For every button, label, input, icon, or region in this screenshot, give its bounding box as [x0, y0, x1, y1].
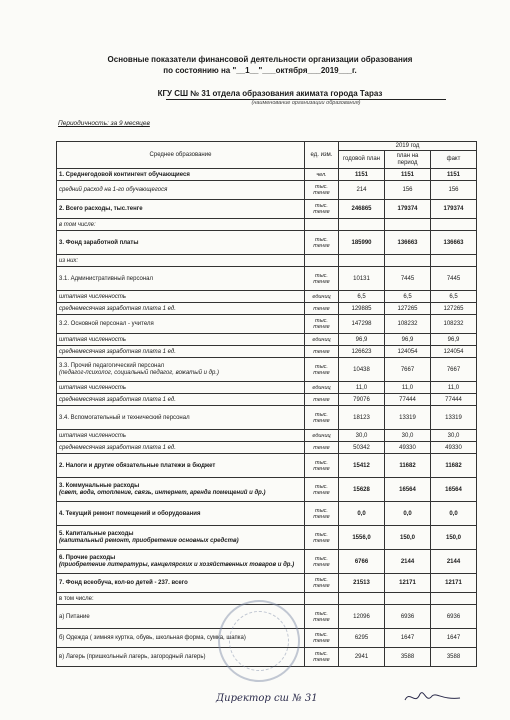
row-label: [57, 358, 305, 382]
column-header-unit: ед. изм.: [305, 142, 339, 169]
organization-caption: (наименование организации образования): [251, 100, 361, 106]
period-plan-value: 150,0: [385, 526, 431, 550]
table-row: [57, 231, 477, 255]
annual-plan-value: 18123: [339, 406, 385, 430]
annual-plan-value: 0,0: [339, 502, 385, 526]
fact-value: 6,5: [431, 291, 477, 303]
column-header-fact: факт: [431, 151, 477, 169]
table-row: [57, 406, 477, 430]
row-unit: тыс. тенге: [305, 200, 339, 219]
financial-indicators-table: [56, 141, 477, 667]
table-row: [57, 550, 477, 574]
period-plan-value: 13319: [385, 406, 431, 430]
row-note: (капитальный ремонт, приобретение основных средств): [59, 537, 239, 544]
table-row: [57, 454, 477, 478]
period-plan-value: 11,0: [385, 382, 431, 394]
period-plan-value: 49330: [385, 442, 431, 454]
annual-plan-value: 214: [339, 181, 385, 200]
fact-value: 7445: [431, 267, 477, 291]
period-plan-value: 30,0: [385, 430, 431, 442]
period-plan-value: 156: [385, 181, 431, 200]
row-label-text: 2. Налоги и другие обязательные платежи в бюджет: [59, 462, 216, 469]
row-label-text: 4. Текущий ремонт помещений и оборудования: [59, 510, 201, 517]
row-unit: чел.: [305, 169, 339, 181]
row-unit: тыс. тенге: [305, 550, 339, 574]
table-row: [57, 181, 477, 200]
row-unit: [305, 593, 339, 605]
fact-value: 7667: [431, 358, 477, 382]
fact-value: 6936: [431, 605, 477, 629]
period-plan-value: 6936: [385, 605, 431, 629]
row-unit: тенге: [305, 303, 339, 315]
fact-value: 1151: [431, 169, 477, 181]
document-title: [80, 54, 440, 76]
row-label: [57, 267, 305, 291]
period-plan-value: 3588: [385, 648, 431, 667]
annual-plan-value: 2941: [339, 648, 385, 667]
annual-plan-value: 12096: [339, 605, 385, 629]
column-header-annual-plan: годовой план: [339, 151, 385, 169]
row-label-text: среднемесячная заработная плата 1 ед.: [59, 444, 176, 451]
row-label-text: 3. Коммунальные расходы: [59, 482, 140, 489]
title-line-2: по состоянию на "__1__"___октября___2019___г.: [163, 66, 357, 75]
period-plan-value: 16564: [385, 478, 431, 502]
annual-plan-value: 50342: [339, 442, 385, 454]
row-label: [57, 169, 305, 181]
fact-value: 150,0: [431, 526, 477, 550]
period-plan-value: 127265: [385, 303, 431, 315]
row-label: [57, 526, 305, 550]
column-header-name: Среднее образование: [57, 142, 305, 169]
row-label: [57, 200, 305, 219]
row-label-text: штатная численность: [59, 293, 127, 300]
table-row: [57, 430, 477, 442]
row-label: [57, 303, 305, 315]
annual-plan-value: 1556,0: [339, 526, 385, 550]
row-label-text: 5. Капитальные расходы: [59, 530, 134, 537]
table-row: [57, 442, 477, 454]
row-label: [57, 430, 305, 442]
fact-value: 16564: [431, 478, 477, 502]
fact-value: 1647: [431, 629, 477, 648]
table-row: [57, 169, 477, 181]
table-row: [57, 382, 477, 394]
row-label: [57, 219, 305, 231]
annual-plan-value: 15412: [339, 454, 385, 478]
row-label-text: 6. Прочие расходы: [59, 554, 116, 561]
row-label-text: а) Питание: [59, 613, 90, 620]
row-note: (свет, вода, отопление, связь, интернет, аренда помещений и др.): [59, 489, 266, 496]
row-unit: тыс. тенге: [305, 358, 339, 382]
annual-plan-value: 79076: [339, 394, 385, 406]
row-label: [57, 574, 305, 593]
row-label: [57, 291, 305, 303]
row-unit: тыс. тенге: [305, 648, 339, 667]
row-unit: тенге: [305, 346, 339, 358]
row-label-text: 2. Всего расходы, тыс.тенге: [59, 206, 143, 212]
row-label-text: средний расход на 1-го обучающегося: [59, 187, 168, 193]
row-label: [57, 315, 305, 334]
row-unit: тыс. тенге: [305, 629, 339, 648]
period-plan-value: 96,9: [385, 334, 431, 346]
row-unit: единиц: [305, 291, 339, 303]
period-plan-value: 179374: [385, 200, 431, 219]
fact-value: 3588: [431, 648, 477, 667]
fact-value: 30,0: [431, 430, 477, 442]
period-plan-value: 1151: [385, 169, 431, 181]
period-plan-value: 6,5: [385, 291, 431, 303]
row-unit: тыс. тенге: [305, 181, 339, 200]
row-label-text: штатная численность: [59, 384, 127, 391]
row-unit: тыс. тенге: [305, 454, 339, 478]
fact-value: 136663: [431, 231, 477, 255]
row-label-text: б) Одежда ( зимняя куртка, обувь, школьная форма, сумка, шапка): [59, 635, 246, 641]
period-plan-value: [385, 219, 431, 231]
period-plan-value: 7667: [385, 358, 431, 382]
row-unit: тыс. тенге: [305, 267, 339, 291]
row-label-text: 3.4. Вспомогательный и технический персонал: [59, 414, 190, 421]
fact-value: [431, 219, 477, 231]
fact-value: 156: [431, 181, 477, 200]
period-plan-value: 77444: [385, 394, 431, 406]
official-seal: [218, 600, 300, 682]
annual-plan-value: 1151: [339, 169, 385, 181]
signature-text: Директор сш № 31: [216, 693, 318, 704]
row-unit: тыс. тенге: [305, 231, 339, 255]
row-label-text: 3.3. Прочий педагогический персонал: [59, 362, 165, 369]
row-label: [57, 334, 305, 346]
period-plan-value: 2144: [385, 550, 431, 574]
row-unit: [305, 255, 339, 267]
row-label: [57, 442, 305, 454]
row-note: (педагог-психолог, социальный педагог, вожатый и др.): [59, 369, 219, 376]
annual-plan-value: 246865: [339, 200, 385, 219]
fact-value: 49330: [431, 442, 477, 454]
annual-plan-value: 6766: [339, 550, 385, 574]
annual-plan-value: 126623: [339, 346, 385, 358]
period-plan-value: 0,0: [385, 502, 431, 526]
annual-plan-value: 96,9: [339, 334, 385, 346]
fact-value: 2144: [431, 550, 477, 574]
table-row: [57, 394, 477, 406]
row-label-text: среднемесячная заработная плата 1 ед.: [59, 305, 176, 312]
row-unit: тыс. тенге: [305, 605, 339, 629]
annual-plan-value: 21513: [339, 574, 385, 593]
row-label-text: 3.2. Основной персонал - учителя: [59, 321, 154, 327]
row-label-text: среднемесячная заработная плата 1 ед.: [59, 348, 176, 355]
row-unit: единиц: [305, 382, 339, 394]
table-row: [57, 526, 477, 550]
table-row: [57, 502, 477, 526]
annual-plan-value: 129885: [339, 303, 385, 315]
fact-value: 12171: [431, 574, 477, 593]
annual-plan-value: [339, 219, 385, 231]
row-label-text: в том числе:: [59, 221, 96, 228]
row-label: [57, 346, 305, 358]
period-plan-value: 108232: [385, 315, 431, 334]
period-plan-value: [385, 255, 431, 267]
table-row: [57, 334, 477, 346]
fact-value: 127265: [431, 303, 477, 315]
annual-plan-value: 10438: [339, 358, 385, 382]
table-row: [57, 358, 477, 382]
table-row: [57, 574, 477, 593]
row-label-text: из них:: [59, 257, 79, 264]
annual-plan-value: 6,5: [339, 291, 385, 303]
fact-value: 96,9: [431, 334, 477, 346]
annual-plan-value: 147298: [339, 315, 385, 334]
period-plan-value: [385, 593, 431, 605]
row-label-text: штатная численность: [59, 336, 127, 343]
row-label: [57, 502, 305, 526]
fact-value: 108232: [431, 315, 477, 334]
row-label: [57, 394, 305, 406]
row-unit: [305, 219, 339, 231]
row-label: [57, 231, 305, 255]
table-row: [57, 255, 477, 267]
annual-plan-value: 185990: [339, 231, 385, 255]
period-plan-value: 1647: [385, 629, 431, 648]
fact-value: 179374: [431, 200, 477, 219]
table-row: [57, 267, 477, 291]
table-row: [57, 200, 477, 219]
annual-plan-value: 15628: [339, 478, 385, 502]
title-line-1: Основные показатели финансовой деятельности организации образования: [107, 55, 413, 64]
row-unit: тыс. тенге: [305, 406, 339, 430]
director-signature: [210, 686, 470, 710]
row-label-text: среднемесячная заработная плата 1 ед.: [59, 396, 176, 403]
row-unit: тыс. тенге: [305, 502, 339, 526]
row-unit: тыс. тенге: [305, 478, 339, 502]
fact-value: [431, 255, 477, 267]
row-unit: единиц: [305, 334, 339, 346]
period-plan-value: 12171: [385, 574, 431, 593]
row-unit: тенге: [305, 442, 339, 454]
annual-plan-value: 6295: [339, 629, 385, 648]
row-label: [57, 406, 305, 430]
row-label-text: штатная численность: [59, 432, 127, 439]
row-label: [57, 550, 305, 574]
row-unit: тыс. тенге: [305, 315, 339, 334]
row-label: [57, 382, 305, 394]
period-plan-value: 124054: [385, 346, 431, 358]
annual-plan-value: 10131: [339, 267, 385, 291]
row-unit: тыс. тенге: [305, 574, 339, 593]
table-row: [57, 346, 477, 358]
fact-value: 11682: [431, 454, 477, 478]
column-header-period-plan: план на период: [385, 151, 431, 169]
fact-value: 77444: [431, 394, 477, 406]
row-label: [57, 478, 305, 502]
row-label: [57, 181, 305, 200]
row-label: [57, 454, 305, 478]
annual-plan-value: [339, 255, 385, 267]
organization-name: КГУ СШ № 31 отдела образования акимата города Тараз: [157, 89, 383, 98]
period-plan-value: 7445: [385, 267, 431, 291]
fact-value: [431, 593, 477, 605]
annual-plan-value: [339, 593, 385, 605]
row-unit: тыс. тенге: [305, 526, 339, 550]
annual-plan-value: 30,0: [339, 430, 385, 442]
row-label-text: 3.1. Административный персонал: [59, 275, 154, 282]
row-label-text: 7. Фонд всеобуча, кол-во детей - 237. всего: [59, 580, 188, 586]
fact-value: 11,0: [431, 382, 477, 394]
row-label: [57, 255, 305, 267]
row-label-text: в том числе:: [59, 595, 94, 602]
row-label-text: в) Лагерь (пришкольный лагерь, загородный лагерь): [59, 654, 206, 660]
row-unit: единиц: [305, 430, 339, 442]
row-label-text: 3. Фонд заработной платы: [59, 239, 139, 246]
row-label-text: 1. Среднегодовой контингент обучающиеся: [59, 171, 190, 178]
annual-plan-value: 11,0: [339, 382, 385, 394]
fact-value: 0,0: [431, 502, 477, 526]
reporting-period: Периодичность: за 9 месяцев: [58, 120, 150, 127]
table-row: [57, 219, 477, 231]
table-row: [57, 291, 477, 303]
column-header-year: 2019 год: [339, 142, 477, 151]
row-note: (приобретение литературы, канцелярских и хозяйственных товаров и др.): [59, 561, 295, 568]
table-row: [57, 303, 477, 315]
period-plan-value: 11682: [385, 454, 431, 478]
fact-value: 124054: [431, 346, 477, 358]
table-row: [57, 478, 477, 502]
period-plan-value: 136663: [385, 231, 431, 255]
table-row: [57, 315, 477, 334]
fact-value: 13319: [431, 406, 477, 430]
row-unit: тенге: [305, 394, 339, 406]
table-body: [57, 169, 477, 667]
